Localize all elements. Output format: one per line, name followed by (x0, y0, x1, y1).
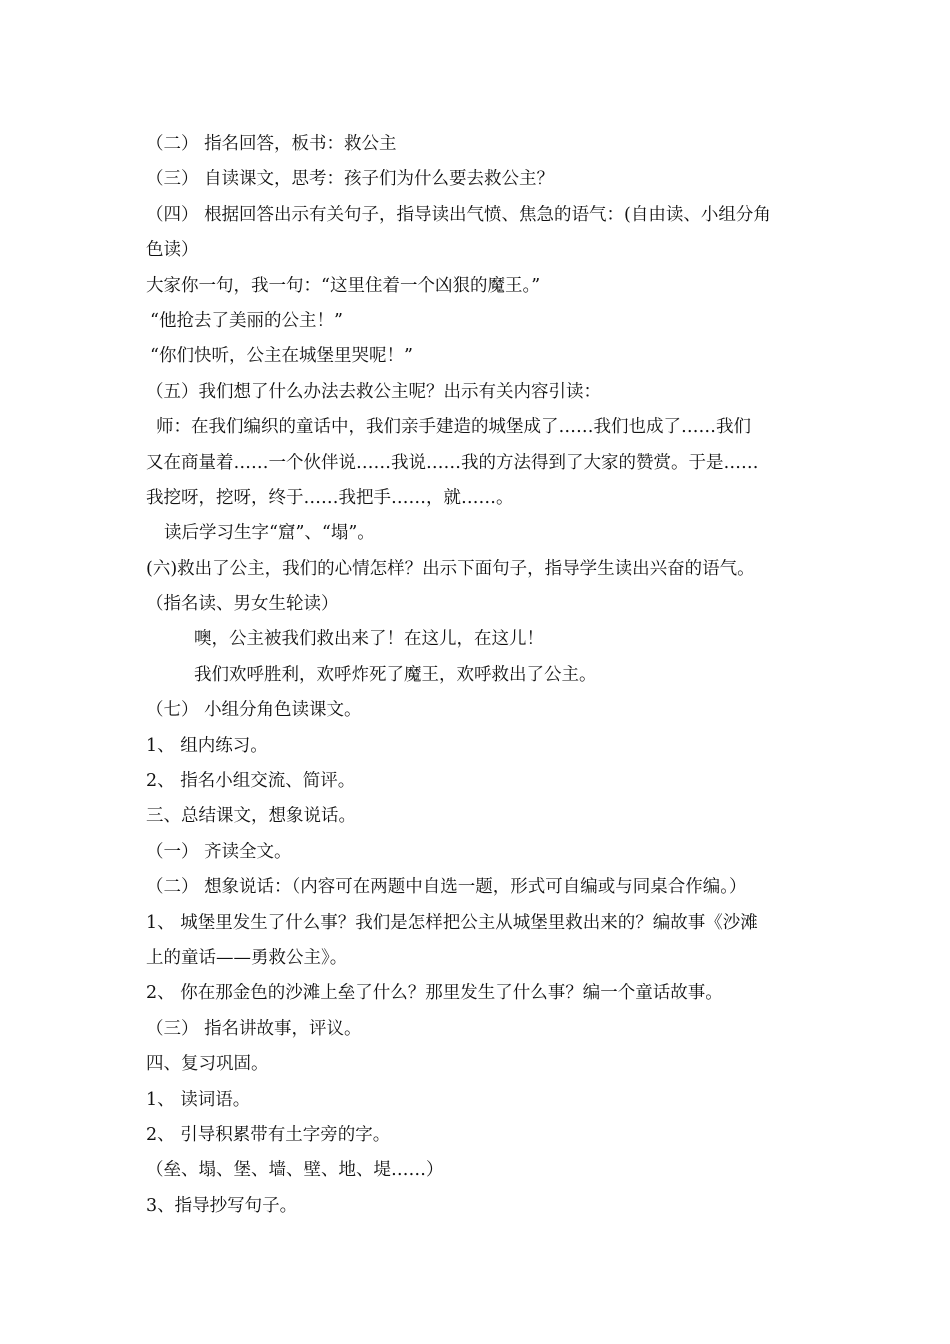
text-line: 2、 引导积累带有土字旁的字。 (146, 1124, 391, 1145)
text-line: 师：在我们编织的童话中，我们亲手建造的城堡成了……我们也成了……我们 (156, 417, 751, 438)
text-line: 1、 城堡里发生了什么事？我们是怎样把公主从城堡里救出来的？编故事《沙滩 (146, 912, 758, 933)
text-line: 三、总结课文，想象说话。 (146, 806, 356, 827)
text-line: “他抢去了美丽的公主！” (150, 310, 343, 331)
text-line: （三） 自读课文，思考：孩子们为什么要去救公主？ (146, 169, 555, 190)
text-line: （五）我们想了什么办法去救公主呢？出示有关内容引读： (146, 381, 601, 402)
text-line: 读后学习生字“窟”、“塌”。 (164, 523, 375, 544)
text-line: 又在商量着……一个伙伴说……我说……我的方法得到了大家的赞赏。于是…… (146, 452, 759, 473)
text-line: （垒、塌、堡、墙、壁、地、堤……） (146, 1160, 444, 1181)
text-line: 3、指导抄写句子。 (146, 1195, 298, 1216)
text-line: （指名读、男女生轮读） (146, 594, 339, 615)
text-line: 2、 指名小组交流、简评。 (146, 771, 356, 792)
text-line: 大家你一句，我一句：“这里住着一个凶狠的魔王。” (146, 275, 541, 296)
text-line: 1、 组内练习。 (146, 735, 268, 756)
text-line: 色读） (146, 240, 199, 261)
text-line: 四、复习巩固。 (146, 1054, 269, 1075)
text-line: （四） 根据回答出示有关句子，指导读出气愤、焦急的语气：(自由读、小组分角 (146, 204, 771, 225)
text-line: （三） 指名讲故事，评议。 (146, 1018, 362, 1039)
text-line: 2、 你在那金色的沙滩上垒了什么？那里发生了什么事？编一个童话故事。 (146, 983, 723, 1004)
document-body (146, 127, 811, 1224)
text-line: 我们欢呼胜利，欢呼炸死了魔王，欢呼救出了公主。 (194, 664, 597, 685)
text-line: 1、 读词语。 (146, 1089, 251, 1110)
text-line: （二） 想象说话：（内容可在两题中自选一题，形式可自编或与同桌合作编。） (146, 877, 747, 898)
text-line: “你们快听，公主在城堡里哭呢！” (150, 346, 413, 367)
text-line: 我挖呀，挖呀，终于……我把手……，就……。 (146, 487, 514, 508)
text-line: (六)救出了公主，我们的心情怎样？出示下面句子，指导学生读出兴奋的语气。 (146, 558, 755, 579)
text-line: 上的童话——勇救公主》。 (146, 947, 348, 968)
text-line: （二） 指名回答，板书：救公主 (146, 134, 397, 154)
text-line: 噢，公主被我们救出来了！在这儿，在这儿！ (194, 629, 544, 650)
text-line: （一） 齐读全文。 (146, 841, 292, 862)
text-line: （七） 小组分角色读课文。 (146, 700, 362, 721)
